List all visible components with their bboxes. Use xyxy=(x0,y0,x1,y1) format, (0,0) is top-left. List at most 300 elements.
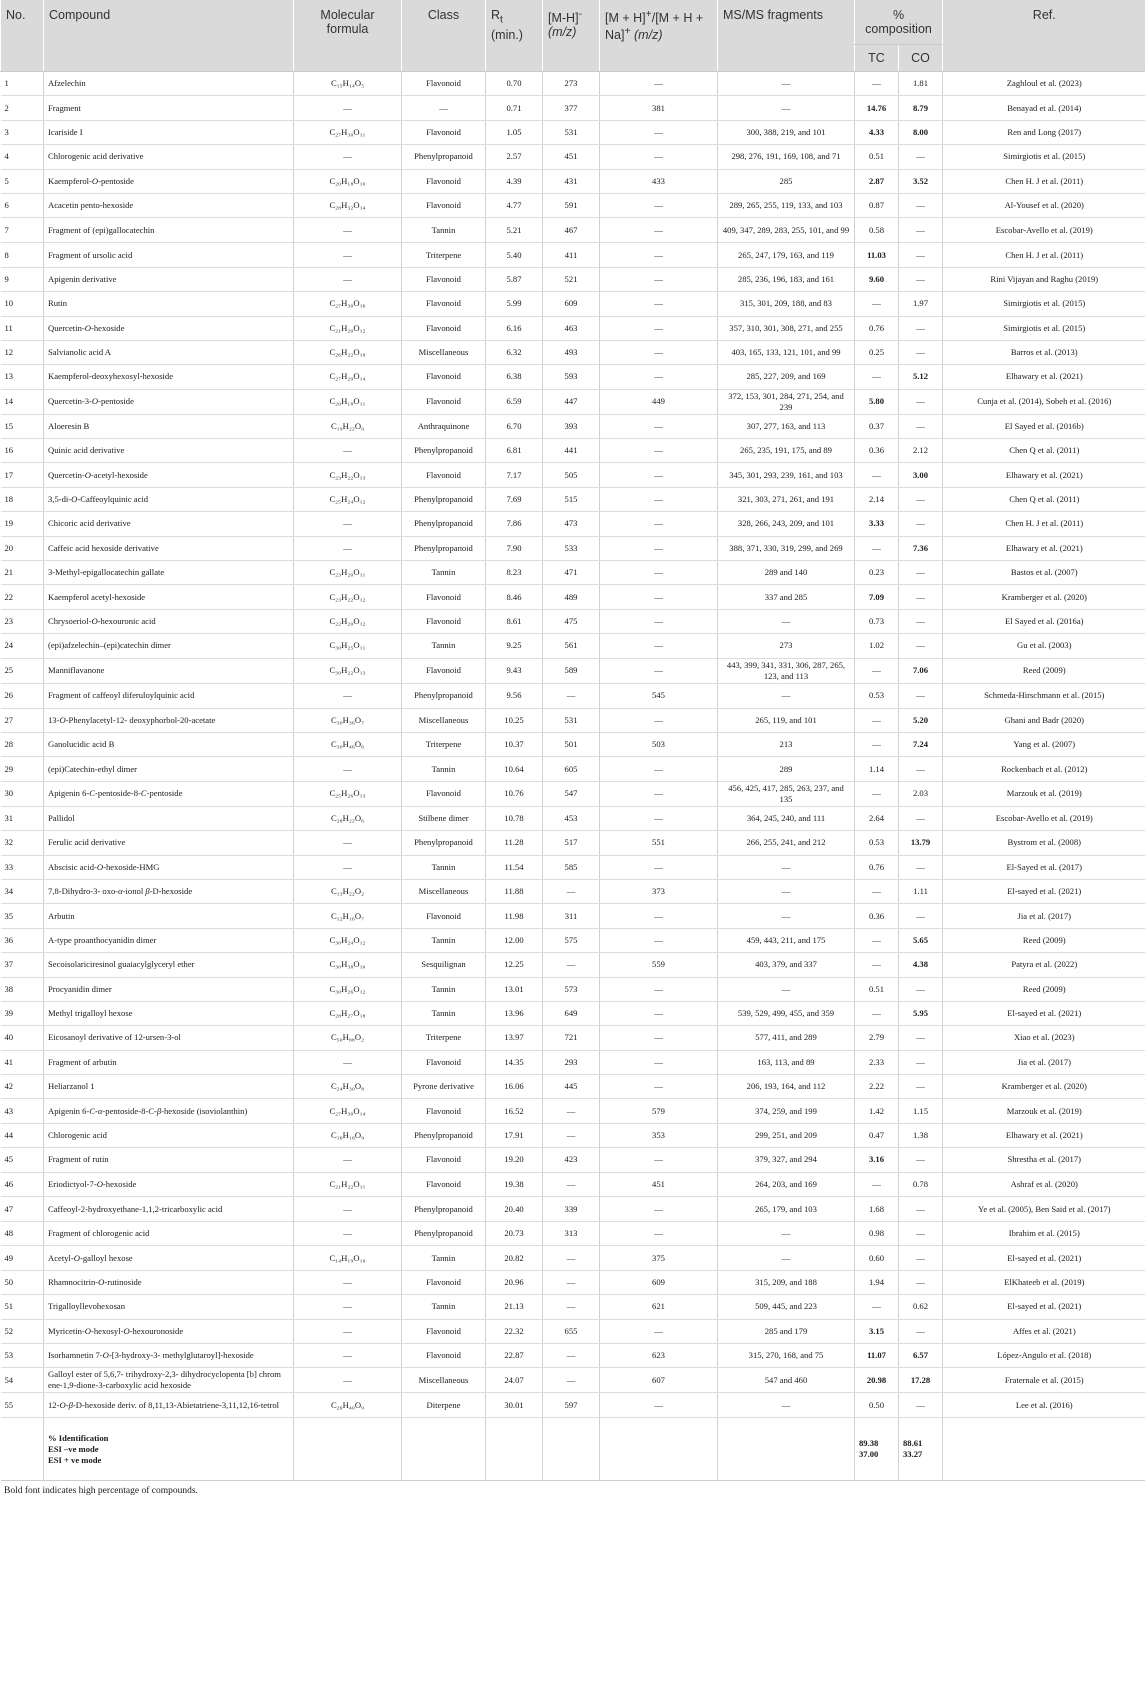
cell-no: 28 xyxy=(1,732,44,756)
cell-rt: 1.05 xyxy=(486,120,543,144)
cell-rt: 6.81 xyxy=(486,439,543,463)
cell-co: 1.81 xyxy=(899,72,943,96)
cell-co: — xyxy=(899,389,943,414)
cell-rt: 20.40 xyxy=(486,1197,543,1222)
cell-compound: 13-O-Phenylacetyl-12- deoxyphorbol-20-acetate xyxy=(44,708,294,732)
cell-tc: 5.80 xyxy=(855,389,899,414)
cell-compound: Methyl trigalloyl hexose xyxy=(44,1001,294,1025)
cell-compound: Fragment xyxy=(44,96,294,120)
table-row xyxy=(1,536,1145,560)
summary-labels: % Identification ESI –ve mode ESI + ve mode xyxy=(44,1418,294,1481)
cell-neg: — xyxy=(543,1368,600,1393)
cell-tc: 0.25 xyxy=(855,340,899,364)
cell-neg: 585 xyxy=(543,855,600,879)
cell-compound: Kaempferol-deoxyhexosyl-hexoside xyxy=(44,365,294,389)
cell-class: Triterpene xyxy=(402,1026,486,1050)
cell-class: Triterpene xyxy=(402,732,486,756)
cell-pos: — xyxy=(600,708,718,732)
cell-co: — xyxy=(899,512,943,536)
cell-tc: — xyxy=(855,292,899,316)
cell-ref: Affes et al. (2021) xyxy=(943,1319,1145,1343)
cell-msms: 388, 371, 330, 319, 299, and 269 xyxy=(718,536,855,560)
cell-pos: — xyxy=(600,855,718,879)
cell-class: Triterpene xyxy=(402,243,486,267)
cell-co: — xyxy=(899,1075,943,1099)
cell-msms: 337 and 285 xyxy=(718,585,855,609)
cell-ref: Elhawary et al. (2021) xyxy=(943,463,1145,487)
cell-rt: 4.39 xyxy=(486,169,543,193)
cell-co: 6.57 xyxy=(899,1343,943,1367)
cell-neg: 531 xyxy=(543,120,600,144)
cell-no: 16 xyxy=(1,439,44,463)
cell-pos: 373 xyxy=(600,879,718,903)
cell-no: 17 xyxy=(1,463,44,487)
cell-ref: Chen H. J et al. (2011) xyxy=(943,243,1145,267)
cell-neg: 447 xyxy=(543,389,600,414)
cell-tc: 0.47 xyxy=(855,1123,899,1147)
cell-pos: — xyxy=(600,340,718,364)
cell-pos: 579 xyxy=(600,1099,718,1123)
cell-no: 50 xyxy=(1,1270,44,1294)
cell-pos: 449 xyxy=(600,389,718,414)
cell-no: 31 xyxy=(1,806,44,830)
cell-tc: — xyxy=(855,781,899,806)
cell-msms: 372, 153, 301, 284, 271, 254, and 239 xyxy=(718,389,855,414)
cell-msms: 299, 251, and 209 xyxy=(718,1123,855,1147)
cell-co: 3.52 xyxy=(899,169,943,193)
cell-formula: — xyxy=(294,439,402,463)
cell-class: Flavonoid xyxy=(402,781,486,806)
cell-rt: 11.88 xyxy=(486,879,543,903)
cell-tc: 0.76 xyxy=(855,316,899,340)
cell-tc: 2.64 xyxy=(855,806,899,830)
cell-rt: 11.98 xyxy=(486,904,543,928)
cell-no: 44 xyxy=(1,1123,44,1147)
table-row xyxy=(1,267,1145,291)
cell-msms: 315, 209, and 188 xyxy=(718,1270,855,1294)
cell-ref: Reed (2009) xyxy=(943,658,1145,683)
cell-formula: — xyxy=(294,831,402,855)
cell-formula: C₃₀H₂₆O₁₂ xyxy=(294,977,402,1001)
cell-neg: 517 xyxy=(543,831,600,855)
cell-neg: 721 xyxy=(543,1026,600,1050)
cell-tc: 14.76 xyxy=(855,96,899,120)
cell-compound: Chicoric acid derivative xyxy=(44,512,294,536)
cell-ref: Jia et al. (2017) xyxy=(943,1050,1145,1074)
cell-class: Phenylpropanoid xyxy=(402,439,486,463)
cell-tc: 0.51 xyxy=(855,977,899,1001)
cell-compound: Chlorogenic acid xyxy=(44,1123,294,1147)
cell-ref: Marzouk et al. (2019) xyxy=(943,781,1145,806)
cell-ref: El-Sayed et al. (2017) xyxy=(943,855,1145,879)
cell-ref: Yang et al. (2007) xyxy=(943,732,1145,756)
cell-co: — xyxy=(899,340,943,364)
cell-pos: — xyxy=(600,487,718,511)
cell-formula: C₁₂H₁₆O₇ xyxy=(294,904,402,928)
cell-rt: 17.91 xyxy=(486,1123,543,1147)
cell-pos: — xyxy=(600,1001,718,1025)
cell-neg: 311 xyxy=(543,904,600,928)
cell-pos: 551 xyxy=(600,831,718,855)
cell-tc: 4.33 xyxy=(855,120,899,144)
footnote: Bold font indicates high percentage of compounds. xyxy=(4,1486,198,1497)
cell-tc: — xyxy=(855,658,899,683)
table-row xyxy=(1,1246,1145,1270)
table-row xyxy=(1,1123,1145,1147)
cell-formula: C₂₁H₂₀O₁₂ xyxy=(294,316,402,340)
cell-class: Flavonoid xyxy=(402,72,486,96)
cell-no: 22 xyxy=(1,585,44,609)
cell-tc: 0.36 xyxy=(855,904,899,928)
cell-co: 1.97 xyxy=(899,292,943,316)
cell-tc: 0.36 xyxy=(855,439,899,463)
cell-compound: Quercetin-3-O-pentoside xyxy=(44,389,294,414)
cell-class: Phenylpropanoid xyxy=(402,512,486,536)
cell-class: Flavonoid xyxy=(402,267,486,291)
cell-class: Sesquilignan xyxy=(402,953,486,977)
cell-msms: 345, 301, 293, 239, 161, and 103 xyxy=(718,463,855,487)
cell-co: 0.62 xyxy=(899,1295,943,1319)
cell-class: Phenylpropanoid xyxy=(402,536,486,560)
cell-compound: Fragment of arbutin xyxy=(44,1050,294,1074)
cell-neg: — xyxy=(543,1246,600,1270)
table-row xyxy=(1,1295,1145,1319)
table-row xyxy=(1,928,1145,952)
cell-tc: 3.33 xyxy=(855,512,899,536)
cell-co: — xyxy=(899,145,943,169)
header-mh-neg: [M-H]- (m/z) xyxy=(543,0,600,72)
cell-pos: — xyxy=(600,928,718,952)
cell-neg: 453 xyxy=(543,806,600,830)
table-row xyxy=(1,96,1145,120)
cell-rt: 8.46 xyxy=(486,585,543,609)
cell-neg: 591 xyxy=(543,193,600,217)
cell-neg: 411 xyxy=(543,243,600,267)
cell-class: Phenylpropanoid xyxy=(402,683,486,708)
cell-msms: 265, 235, 191, 175, and 89 xyxy=(718,439,855,463)
cell-no: 21 xyxy=(1,561,44,585)
cell-msms: 298, 276, 191, 169, 108, and 71 xyxy=(718,145,855,169)
cell-class: Diterpene xyxy=(402,1393,486,1418)
cell-msms: — xyxy=(718,1222,855,1246)
cell-class: Miscellaneous xyxy=(402,879,486,903)
table-row xyxy=(1,512,1145,536)
cell-ref: Reed (2009) xyxy=(943,928,1145,952)
cell-compound: Procyanidin dimer xyxy=(44,977,294,1001)
cell-tc: 0.53 xyxy=(855,683,899,708)
table-row xyxy=(1,781,1145,806)
cell-co: — xyxy=(899,1246,943,1270)
cell-ref: Bastos et al. (2007) xyxy=(943,561,1145,585)
cell-co: 7.36 xyxy=(899,536,943,560)
cell-compound: Acacetin pento-hexoside xyxy=(44,193,294,217)
cell-tc: — xyxy=(855,1295,899,1319)
cell-compound: Abscisic acid-O-hexoside-HMG xyxy=(44,855,294,879)
cell-tc: 0.98 xyxy=(855,1222,899,1246)
cell-no: 33 xyxy=(1,855,44,879)
cell-no: 3 xyxy=(1,120,44,144)
cell-pos: — xyxy=(600,72,718,96)
cell-pos: 609 xyxy=(600,1270,718,1294)
cell-no: 32 xyxy=(1,831,44,855)
cell-class: Flavonoid xyxy=(402,1270,486,1294)
cell-no: 13 xyxy=(1,365,44,389)
cell-rt: 24.07 xyxy=(486,1368,543,1393)
cell-no: 2 xyxy=(1,96,44,120)
cell-class: Phenylpropanoid xyxy=(402,1123,486,1147)
header-formula: Molecular formula xyxy=(294,0,402,72)
cell-formula: C₂₅H₂₄O₁₂ xyxy=(294,487,402,511)
cell-rt: 0.71 xyxy=(486,96,543,120)
table-row xyxy=(1,1270,1145,1294)
cell-formula: — xyxy=(294,1050,402,1074)
cell-tc: 0.87 xyxy=(855,193,899,217)
cell-no: 48 xyxy=(1,1222,44,1246)
cell-tc: 7.09 xyxy=(855,585,899,609)
header-rt: $R_t$ (min.) xyxy=(486,0,543,72)
cell-compound: Rutin xyxy=(44,292,294,316)
cell-ref: El Sayed et al. (2016b) xyxy=(943,414,1145,438)
cell-pos: — xyxy=(600,145,718,169)
cell-rt: 13.01 xyxy=(486,977,543,1001)
cell-formula: C₁₄H₁₉O₁₀ xyxy=(294,1246,402,1270)
cell-tc: 9.60 xyxy=(855,267,899,291)
cell-tc: 20.98 xyxy=(855,1368,899,1393)
cell-ref: Barros et al. (2013) xyxy=(943,340,1145,364)
cell-tc: 1.14 xyxy=(855,757,899,781)
cell-neg: 339 xyxy=(543,1197,600,1222)
summary-co: 88.61 33.27 xyxy=(899,1418,943,1481)
header-mh-pos: [M + H]+/[M + H + Na]+ (m/z) xyxy=(600,0,718,72)
cell-ref: Fraternale et al. (2015) xyxy=(943,1368,1145,1393)
table-row xyxy=(1,193,1145,217)
cell-neg: 423 xyxy=(543,1148,600,1172)
cell-msms: 321, 303, 271, 261, and 191 xyxy=(718,487,855,511)
cell-formula: C₂₃H₂₂O₁₂ xyxy=(294,585,402,609)
table-row xyxy=(1,463,1145,487)
cell-pos: — xyxy=(600,1197,718,1222)
cell-no: 46 xyxy=(1,1172,44,1196)
cell-no: 11 xyxy=(1,316,44,340)
cell-neg: 609 xyxy=(543,292,600,316)
table-row xyxy=(1,487,1145,511)
cell-msms: 357, 310, 301, 308, 271, and 255 xyxy=(718,316,855,340)
cell-ref: Schmeda-Hirschmann et al. (2015) xyxy=(943,683,1145,708)
cell-msms: — xyxy=(718,1246,855,1270)
cell-no: 14 xyxy=(1,389,44,414)
cell-rt: 20.73 xyxy=(486,1222,543,1246)
cell-pos: 503 xyxy=(600,732,718,756)
cell-rt: 0.70 xyxy=(486,72,543,96)
cell-rt: 12.25 xyxy=(486,953,543,977)
header-co: CO xyxy=(899,45,943,72)
cell-msms: — xyxy=(718,977,855,1001)
cell-msms: — xyxy=(718,683,855,708)
cell-neg: 505 xyxy=(543,463,600,487)
cell-rt: 7.90 xyxy=(486,536,543,560)
cell-compound: Galloyl ester of 5,6,7- trihydroxy-2,3- dihydrocyclopenta [b] chrom ene-1,9-dione-3-carboxylic acid hexoside xyxy=(44,1368,294,1393)
cell-pos: — xyxy=(600,1319,718,1343)
cell-neg: — xyxy=(543,1099,600,1123)
cell-ref: Chen Q et al. (2011) xyxy=(943,487,1145,511)
cell-neg: 451 xyxy=(543,145,600,169)
table-row xyxy=(1,243,1145,267)
cell-msms: 300, 388, 219, and 101 xyxy=(718,120,855,144)
cell-neg: 501 xyxy=(543,732,600,756)
cell-compound: Fragment of (epi)gallocatechin xyxy=(44,218,294,243)
cell-ref: Ye et al. (2005), Ben Said et al. (2017) xyxy=(943,1197,1145,1222)
table-row xyxy=(1,634,1145,658)
cell-compound: Heliarzanol 1 xyxy=(44,1075,294,1099)
cell-class: Flavonoid xyxy=(402,169,486,193)
cell-tc: 1.02 xyxy=(855,634,899,658)
cell-formula: C₁₃H₂₂O₂ xyxy=(294,879,402,903)
cell-formula: — xyxy=(294,1368,402,1393)
cell-ref: Gu et al. (2003) xyxy=(943,634,1145,658)
cell-ref: Kramberger et al. (2020) xyxy=(943,1075,1145,1099)
cell-formula: — xyxy=(294,683,402,708)
cell-co: — xyxy=(899,977,943,1001)
cell-pos: — xyxy=(600,904,718,928)
cell-no: 12 xyxy=(1,340,44,364)
cell-msms: 456, 425, 417, 285, 263, 237, and 135 xyxy=(718,781,855,806)
cell-class: Flavonoid xyxy=(402,365,486,389)
cell-rt: 10.37 xyxy=(486,732,543,756)
cell-tc: — xyxy=(855,72,899,96)
cell-no: 38 xyxy=(1,977,44,1001)
cell-co: — xyxy=(899,414,943,438)
cell-neg: 605 xyxy=(543,757,600,781)
cell-compound: Icariside I xyxy=(44,120,294,144)
cell-formula: C₅₀H₈₈O₂ xyxy=(294,1026,402,1050)
cell-class: Tannin xyxy=(402,1295,486,1319)
cell-no: 23 xyxy=(1,609,44,633)
cell-ref: Patyra et al. (2022) xyxy=(943,953,1145,977)
table-row xyxy=(1,120,1145,144)
cell-class: Miscellaneous xyxy=(402,1368,486,1393)
cell-no: 20 xyxy=(1,536,44,560)
cell-formula: — xyxy=(294,1295,402,1319)
cell-no: 30 xyxy=(1,781,44,806)
cell-neg: — xyxy=(543,1270,600,1294)
table-row xyxy=(1,1222,1145,1246)
cell-msms: 289, 265, 255, 119, 133, and 103 xyxy=(718,193,855,217)
cell-neg: — xyxy=(543,683,600,708)
table-row xyxy=(1,732,1145,756)
cell-ref: Simirgiotis et al. (2015) xyxy=(943,316,1145,340)
cell-no: 51 xyxy=(1,1295,44,1319)
cell-ref: Kramberger et al. (2020) xyxy=(943,585,1145,609)
table-row xyxy=(1,1099,1145,1123)
cell-formula: — xyxy=(294,218,402,243)
cell-compound: Chrysoeriol-O-hexouronic acid xyxy=(44,609,294,633)
cell-pos: — xyxy=(600,585,718,609)
table-row xyxy=(1,1148,1145,1172)
cell-neg: 521 xyxy=(543,267,600,291)
cell-compound: (epi)Catechin-ethyl dimer xyxy=(44,757,294,781)
cell-co: 1.11 xyxy=(899,879,943,903)
cell-rt: 7.69 xyxy=(486,487,543,511)
table-row xyxy=(1,1075,1145,1099)
cell-pos: 623 xyxy=(600,1343,718,1367)
cell-no: 42 xyxy=(1,1075,44,1099)
cell-compound: Acetyl-O-galloyl hexose xyxy=(44,1246,294,1270)
table-row xyxy=(1,977,1145,1001)
cell-ref: Jia et al. (2017) xyxy=(943,904,1145,928)
cell-co: — xyxy=(899,1050,943,1074)
cell-tc: 2.79 xyxy=(855,1026,899,1050)
cell-msms: — xyxy=(718,904,855,928)
cell-class: Phenylpropanoid xyxy=(402,487,486,511)
cell-class: Tannin xyxy=(402,1001,486,1025)
cell-co: 7.06 xyxy=(899,658,943,683)
cell-no: 9 xyxy=(1,267,44,291)
cell-pos: 375 xyxy=(600,1246,718,1270)
cell-ref: Cunja et al. (2014), Sobeh et al. (2016) xyxy=(943,389,1145,414)
cell-compound: Secoisolariciresinol guaiacylglyceryl ether xyxy=(44,953,294,977)
cell-tc: 0.58 xyxy=(855,218,899,243)
cell-ref: Ghani and Badr (2020) xyxy=(943,708,1145,732)
cell-ref: Rini Vijayan and Raghu (2019) xyxy=(943,267,1145,291)
cell-msms: 289 xyxy=(718,757,855,781)
cell-formula: C₂₁H₂₂O₁₁ xyxy=(294,1172,402,1196)
cell-ref: Shrestha et al. (2017) xyxy=(943,1148,1145,1172)
cell-class: Flavonoid xyxy=(402,658,486,683)
cell-neg: 441 xyxy=(543,439,600,463)
cell-formula: C₂₀H₁₈O₁₁ xyxy=(294,389,402,414)
cell-rt: 11.54 xyxy=(486,855,543,879)
cell-msms: 443, 399, 341, 331, 306, 287, 265, 123, and 113 xyxy=(718,658,855,683)
cell-co: — xyxy=(899,193,943,217)
cell-class: Tannin xyxy=(402,977,486,1001)
cell-compound: Quercetin-O-hexoside xyxy=(44,316,294,340)
cell-pos: — xyxy=(600,267,718,291)
cell-class: Flavonoid xyxy=(402,1319,486,1343)
cell-formula: C₃₀H₄₆O₆ xyxy=(294,732,402,756)
cell-msms: 403, 379, and 337 xyxy=(718,953,855,977)
cell-co: — xyxy=(899,1026,943,1050)
cell-class: Flavonoid xyxy=(402,1172,486,1196)
cell-co: — xyxy=(899,487,943,511)
cell-msms: 265, 179, and 103 xyxy=(718,1197,855,1222)
cell-msms: 539, 529, 499, 455, and 359 xyxy=(718,1001,855,1025)
cell-pos: — xyxy=(600,316,718,340)
cell-class: Miscellaneous xyxy=(402,708,486,732)
cell-pos: — xyxy=(600,292,718,316)
cell-no: 39 xyxy=(1,1001,44,1025)
cell-tc: — xyxy=(855,928,899,952)
table-row xyxy=(1,1393,1145,1418)
cell-formula: — xyxy=(294,1270,402,1294)
cell-msms: — xyxy=(718,1393,855,1418)
cell-ref: Xiao et al. (2023) xyxy=(943,1026,1145,1050)
cell-ref: Elhawary et al. (2021) xyxy=(943,536,1145,560)
table-row xyxy=(1,561,1145,585)
cell-pos: — xyxy=(600,1393,718,1418)
cell-pos: — xyxy=(600,757,718,781)
table-row xyxy=(1,169,1145,193)
cell-formula: C₂₀H₁₈O₁₀ xyxy=(294,169,402,193)
cell-neg: 575 xyxy=(543,928,600,952)
cell-no: 40 xyxy=(1,1026,44,1050)
cell-pos: — xyxy=(600,806,718,830)
cell-co: 0.78 xyxy=(899,1172,943,1196)
cell-rt: 16.52 xyxy=(486,1099,543,1123)
cell-formula: — xyxy=(294,1148,402,1172)
cell-tc: 0.50 xyxy=(855,1393,899,1418)
cell-pos: 545 xyxy=(600,683,718,708)
cell-msms: 289 and 140 xyxy=(718,561,855,585)
